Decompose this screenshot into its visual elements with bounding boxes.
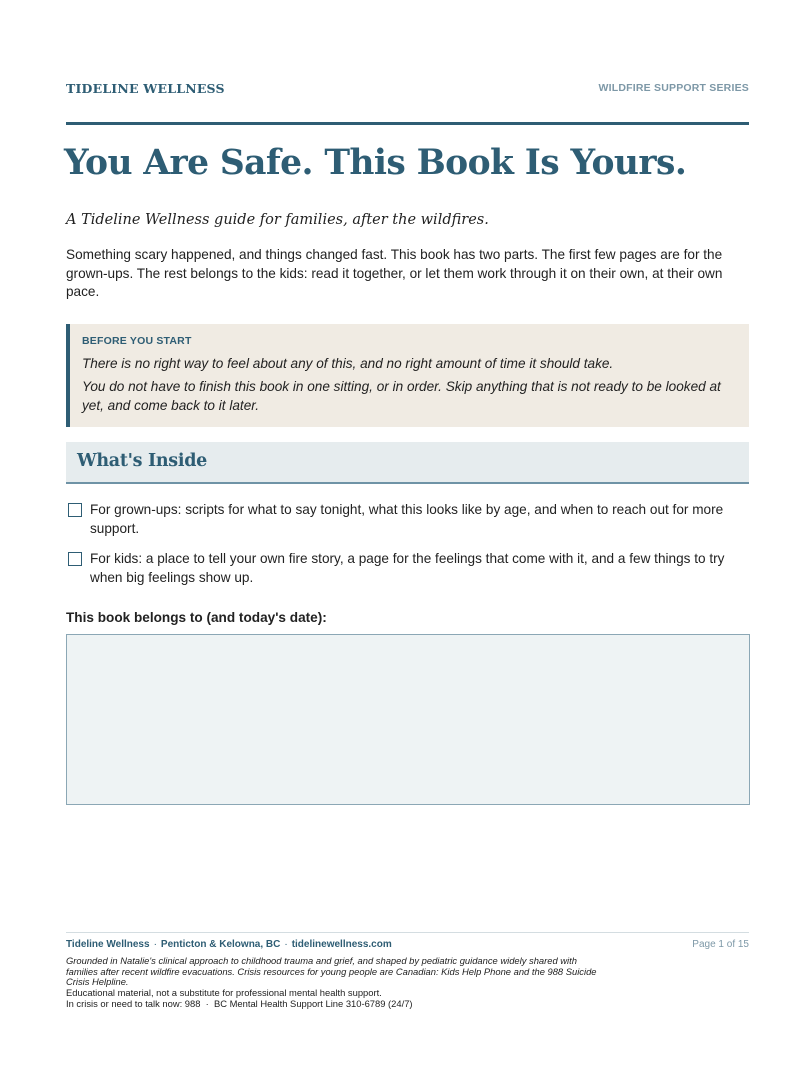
page-number: Page 1 of 15 bbox=[692, 939, 749, 950]
series-name: WILDFIRE SUPPORT SERIES bbox=[598, 82, 749, 94]
footer-website-link[interactable]: tidelinewellness.com bbox=[291, 939, 392, 950]
page-header bbox=[66, 81, 749, 99]
checkbox[interactable] bbox=[68, 503, 82, 517]
header-divider bbox=[66, 122, 749, 125]
belongs-to-label: This book belongs to (and today's date): bbox=[66, 610, 327, 625]
footer-org: Tideline Wellness bbox=[66, 939, 150, 950]
footer-disclaimer: Educational material, not a substitute for professional mental health support. bbox=[66, 987, 382, 998]
checklist-item-text: For kids: a place to tell your own fire story, a page for the feelings that come with it, and a few things to try when big feelings show up. bbox=[90, 551, 725, 585]
callout-line-2: You do not have to finish this book in one sitting, or in order. Skip anything that is not ready to be looked at yet, and come back to it later. bbox=[82, 379, 721, 413]
page-title: You Are Safe. This Book Is Yours. bbox=[64, 143, 687, 183]
before-you-start-callout bbox=[66, 324, 749, 427]
callout-line-1: There is no right way to feel about any of this, and no right amount of time it should take. bbox=[82, 356, 614, 371]
section-title: What's Inside bbox=[77, 451, 207, 471]
footer-separator: · bbox=[284, 939, 288, 950]
whats-inside-header bbox=[66, 442, 749, 484]
footer-location: Penticton & Kelowna, BC bbox=[160, 939, 281, 950]
intro-paragraph: Something scary happened, and things changed fast. This book has two parts. The first few pages are for the grown-ups. The rest belongs to the kids: read it together, or let them work through it on their own, at their own pace. bbox=[66, 247, 723, 299]
checkbox[interactable] bbox=[68, 552, 82, 566]
footer-crisis-line: In crisis or need to talk now: 988 · BC Mental Health Support Line 310-6789 (24/7) bbox=[66, 998, 413, 1009]
footer-separator: · bbox=[153, 939, 157, 950]
footer-note: Grounded in Natalie's clinical approach to childhood trauma and grief, and shaped by pediatric guidance widely shared with families after recent wildfire evacuations. Crisis resources for young people are Canadian: Kids Help Phone and the 988 Suicide Crisis Helpline. bbox=[66, 955, 597, 988]
brand-name: TIDELINE WELLNESS bbox=[66, 81, 225, 96]
belongs-to-field[interactable] bbox=[66, 634, 750, 805]
footer-org-line bbox=[66, 939, 392, 950]
callout-label: BEFORE YOU START bbox=[82, 335, 192, 347]
footer-divider bbox=[66, 932, 749, 933]
checklist-item-text: For grown-ups: scripts for what to say tonight, what this looks like by age, and when to reach out for more support. bbox=[90, 502, 724, 536]
page-subtitle: A Tideline Wellness guide for families, after the wildfires. bbox=[66, 212, 489, 228]
